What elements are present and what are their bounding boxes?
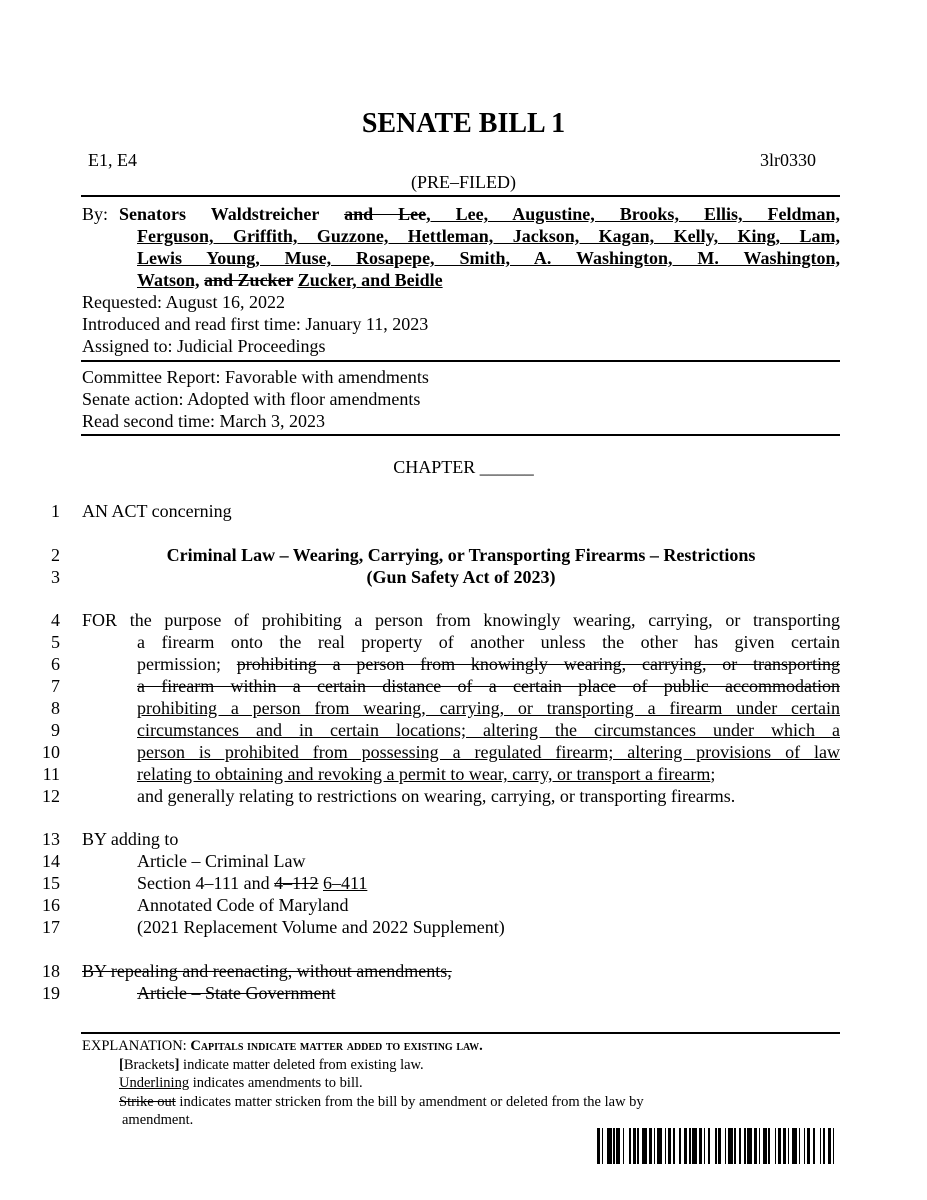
second-reading: Read second time: March 3, 2023 — [82, 411, 325, 431]
purpose-line-11 — [137, 763, 840, 785]
volume-reference: (2021 Replacement Volume and 2022 Supplement) — [137, 917, 505, 937]
stricken-repealing: BY repealing and reenacting, without amendments, — [82, 961, 452, 981]
section-reference — [137, 872, 367, 894]
sponsor-watson: Watson, — [137, 270, 200, 290]
explanation-label: EXPLANATION: — [82, 1038, 187, 1054]
section-text: Section 4–111 and — [137, 873, 270, 893]
line-number: 9 — [51, 720, 60, 740]
struck-sponsors: and Zucker — [204, 270, 294, 290]
line-number: 4 — [51, 610, 60, 630]
divider — [81, 360, 840, 362]
line-number: 14 — [42, 851, 60, 871]
divider — [81, 434, 840, 436]
prefiled-label: (PRE–FILED) — [411, 172, 516, 192]
line-number: 6 — [51, 654, 60, 674]
chapter-label: CHAPTER ______ — [393, 457, 534, 477]
requested-date: Requested: August 16, 2022 — [82, 292, 285, 312]
sponsors-line-3: Lewis Young, Muse, Rosapepe, Smith, A. Washington, M. Washington, — [137, 248, 840, 268]
purpose-line-7: a firearm within a certain distance of a certain place of public accommodation — [137, 676, 840, 696]
purpose-line-9: circumstances and in certain locations; altering the circumstances under which a — [137, 720, 840, 740]
line-number: 16 — [42, 895, 60, 915]
amended-text: relating to obtaining and revoking a permit to wear, carry, or transport a firearm — [137, 764, 711, 784]
bracket-open: [ — [119, 1057, 124, 1073]
sponsors-line-2: Ferguson, Griffith, Guzzone, Hettleman, Jackson, Kagan, Kelly, King, Lam, — [137, 226, 840, 246]
stricken-text: prohibiting a person from knowingly wearing, carrying, or transporting — [236, 654, 840, 674]
by-label: By: — [82, 204, 109, 224]
brackets-note — [119, 1056, 424, 1075]
by-adding-to: BY adding to — [82, 829, 179, 849]
added-section: 6–411 — [323, 873, 368, 893]
assigned-committee: Assigned to: Judicial Proceedings — [82, 336, 326, 356]
line-number: 13 — [42, 829, 60, 849]
line-number: 8 — [51, 698, 60, 718]
strike-description: indicates matter stricken from the bill by amendment or deleted from the law by — [175, 1094, 644, 1110]
line-number: 15 — [42, 873, 60, 893]
purpose-line-8: prohibiting a person from wearing, carrying, or transporting a firearm under certain — [137, 698, 840, 718]
bracket-close: ] — [174, 1057, 180, 1073]
purpose-line-12: and generally relating to restrictions on wearing, carrying, or transporting firearms. — [137, 786, 736, 806]
sponsors-line-4 — [137, 269, 443, 291]
semicolon: ; — [710, 764, 716, 784]
bill-act-name: (Gun Safety Act of 2023) — [366, 567, 556, 587]
line-number: 1 — [51, 501, 60, 521]
underline-word: Underlining — [119, 1075, 190, 1091]
bill-title: SENATE BILL 1 — [361, 108, 566, 139]
barcode-image — [597, 1128, 840, 1164]
line-number: 11 — [42, 764, 60, 784]
underline-description: indicates amendments to bill. — [189, 1075, 363, 1091]
sponsors-line-1 — [119, 203, 840, 225]
line-number: 10 — [42, 742, 60, 762]
annotated-code: Annotated Code of Maryland — [137, 895, 349, 915]
subject-codes: E1, E4 — [88, 150, 137, 170]
line-number: 18 — [42, 961, 60, 981]
line-number: 2 — [51, 545, 60, 565]
added-sponsors: , Lee, Augustine, Brooks, Ellis, Feldman, — [426, 204, 840, 224]
committee-report: Committee Report: Favorable with amendments — [82, 367, 429, 387]
introduced-date: Introduced and read first time: January 11, 2023 — [82, 314, 429, 334]
barcode-bar — [834, 1128, 839, 1164]
brackets-description: indicate matter deleted from existing law. — [179, 1057, 424, 1073]
line-number: 17 — [42, 917, 60, 937]
underline-note — [119, 1074, 363, 1093]
strike-note-continued: amendment. — [122, 1112, 194, 1128]
bill-short-title: Criminal Law – Wearing, Carrying, or Transporting Firearms – Restrictions — [166, 545, 756, 565]
line-number: 19 — [42, 983, 60, 1003]
struck-sponsors: and Lee — [344, 204, 427, 224]
act-concerning: AN ACT concerning — [82, 501, 232, 521]
purpose-line-4: FOR the purpose of prohibiting a person from knowingly wearing, carrying, or transporting — [82, 610, 840, 630]
line-number: 12 — [42, 786, 60, 806]
document-number: 3lr0330 — [760, 150, 816, 170]
senate-action: Senate action: Adopted with floor amendments — [82, 389, 421, 409]
divider — [81, 1032, 840, 1034]
stricken-article: Article – State Government — [137, 983, 336, 1003]
strike-word: Strike out — [119, 1094, 176, 1110]
line-number: 5 — [51, 632, 60, 652]
purpose-text: permission; — [137, 654, 221, 674]
purpose-line-5: a firearm onto the real property of another unless the other has given certain — [137, 632, 840, 652]
brackets-word: Brackets — [123, 1057, 175, 1073]
explanation-heading — [82, 1037, 483, 1056]
article-criminal-law: Article – Criminal Law — [137, 851, 306, 871]
purpose-line-6 — [137, 653, 840, 675]
line-number: 7 — [51, 676, 60, 696]
sponsor-lead: Senators Waldstreicher — [119, 204, 320, 224]
purpose-line-10: person is prohibited from possessing a regulated firearm; altering provisions of law — [137, 742, 840, 762]
line-number: 3 — [51, 567, 60, 587]
capitals-note: Capitals indicate matter added to existing law. — [190, 1038, 483, 1054]
added-sponsors: Zucker, and Beidle — [297, 270, 443, 290]
divider — [81, 195, 840, 197]
stricken-section: 4–112 — [274, 873, 319, 893]
strike-note — [119, 1093, 644, 1112]
